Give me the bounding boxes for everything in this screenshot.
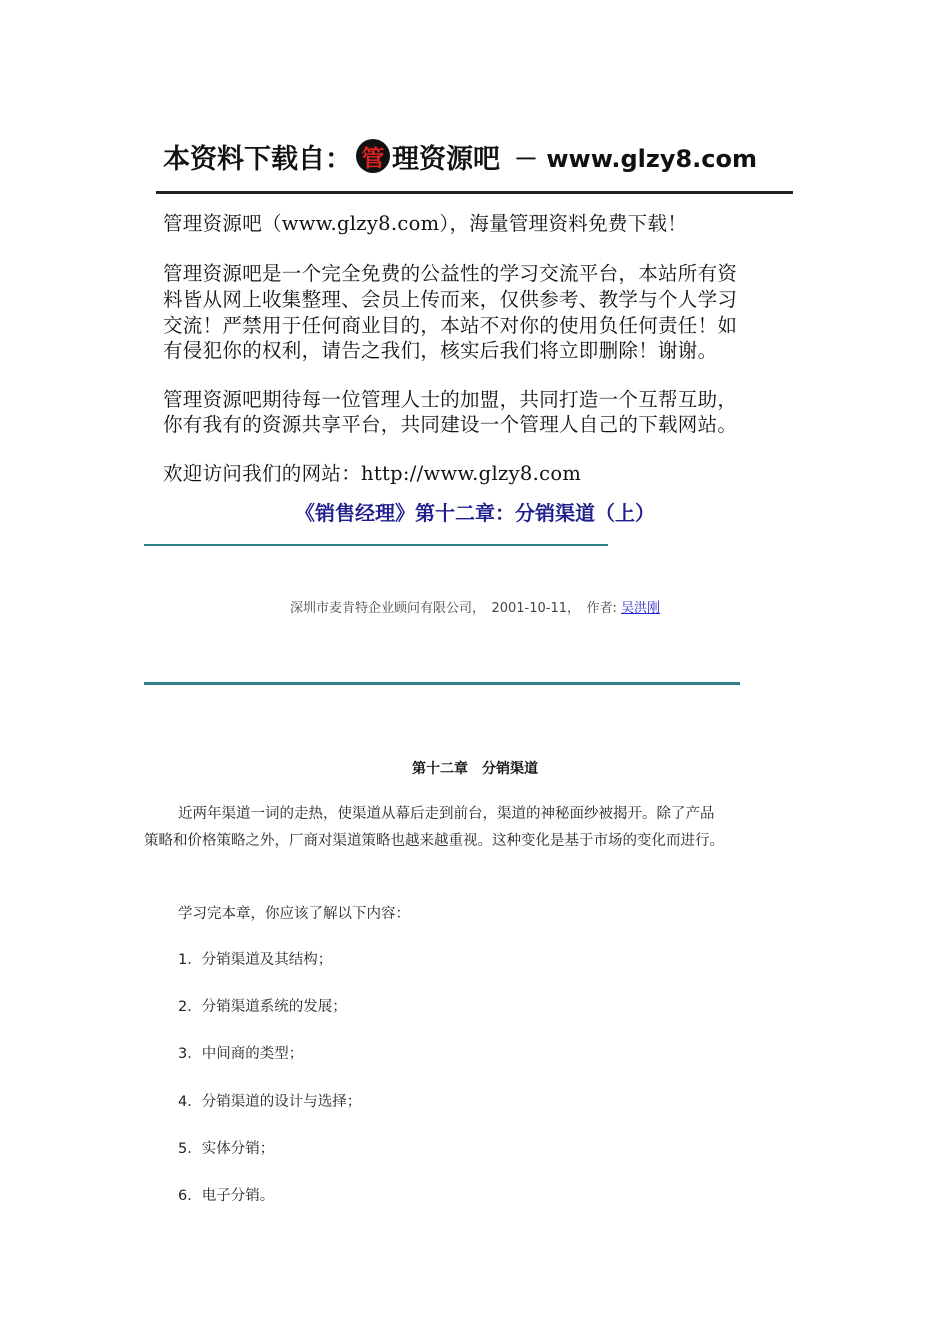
author-link[interactable]: 吴洪刚 (621, 601, 661, 616)
intro-paragraph (144, 801, 814, 855)
banner-divider (156, 191, 793, 194)
list-item: 5．实体分销； (178, 1141, 275, 1157)
article-meta-text: 深圳市麦肯特企业顾问有限公司， 2001-10-11， 作者: (289, 601, 622, 616)
meta-divider (144, 682, 740, 685)
banner-prefix: 本资料下载自： (163, 143, 352, 175)
notice-line-5: 有侵犯你的权利，请告之我们，核实后我们将立即删除！谢谢。 (163, 339, 718, 362)
list-item: 3．中间商的类型； (178, 1046, 304, 1062)
site-logo-icon: 管 (356, 139, 390, 173)
intro-line-1: 近两年渠道一词的走热，使渠道从幕后走到前台，渠道的神秘面纱被揭开。除了产品 (178, 806, 715, 822)
notice-line-3: 料皆从网上收集整理、会员上传而来，仅供参考、教学与个人学习 (163, 288, 738, 311)
notice-line-2: 管理资源吧是一个完全免费的公益性的学习交流平台，本站所有资 (163, 262, 738, 285)
notice-line-1: 管理资源吧（www.glzy8.com），海量管理资料免费下载！ (163, 212, 688, 235)
banner-url: － www.glzy8.com (514, 144, 758, 173)
banner-site-name: 理资源吧 (392, 143, 500, 175)
notice-line-8: 欢迎访问我们的网站：http://www.glzy8.com (163, 462, 582, 485)
intro-line-2: 策略和价格策略之外，厂商对渠道策略也越来越重视。这种变化是基于市场的变化而进行。 (144, 833, 724, 849)
download-banner (163, 132, 757, 180)
article-meta (0, 597, 950, 616)
learn-intro: 学习完本章，你应该了解以下内容： (178, 906, 410, 922)
article-title: 《销售经理》第十二章：分销渠道（上） (295, 501, 655, 525)
list-item: 2．分销渠道系统的发展； (178, 999, 347, 1015)
title-divider (144, 544, 608, 546)
notice-line-6: 管理资源吧期待每一位管理人士的加盟，共同打造一个互帮互助， (163, 388, 738, 411)
list-item: 1．分销渠道及其结构； (178, 952, 333, 968)
notice-line-7: 你有我有的资源共享平台，共同建设一个管理人自己的下载网站。 (163, 413, 738, 436)
list-item: 4．分销渠道的设计与选择； (178, 1094, 362, 1110)
list-item: 6．电子分销。 (178, 1188, 275, 1204)
chapter-heading: 第十二章 分销渠道 (412, 761, 538, 777)
notice-line-4: 交流！严禁用于任何商业目的，本站不对你的使用负任何责任！如 (163, 314, 738, 337)
